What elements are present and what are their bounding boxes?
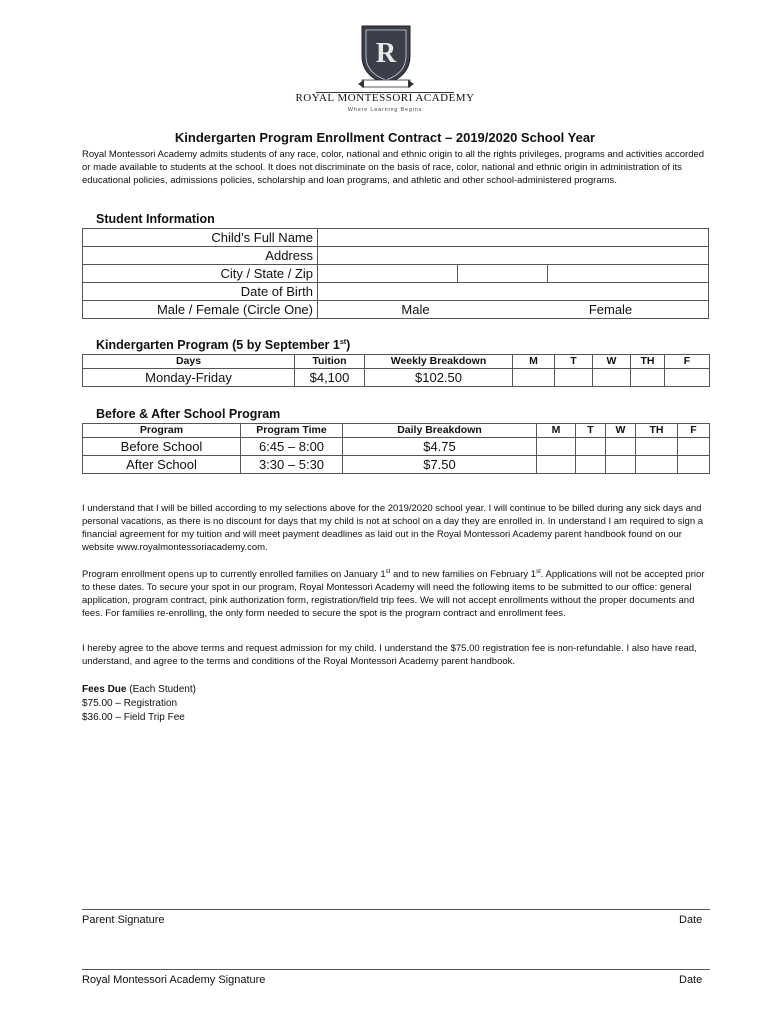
female-option[interactable]: Female: [588, 302, 633, 317]
table-row: [83, 229, 709, 247]
student-info-table: [82, 228, 709, 319]
table-row: [83, 301, 709, 319]
brand-name: ROYAL MONTESSORI ACADEMY: [295, 92, 475, 104]
fees-block: [82, 683, 196, 725]
before-w-box[interactable]: [606, 438, 636, 456]
col-program: Program: [83, 424, 241, 438]
before-daily: $4.75: [343, 438, 537, 456]
fees-label: Fees Due: [82, 684, 127, 695]
col-t: T: [555, 355, 593, 369]
child-name-field[interactable]: [318, 229, 709, 247]
col-f: F: [678, 424, 710, 438]
col-th: TH: [636, 424, 678, 438]
dob-label: Date of Birth: [83, 283, 318, 301]
state-field[interactable]: [458, 265, 548, 283]
billing-paragraph: I understand that I will be billed according to my selections above for the 2019/2020 school year. I will continue to be billed during any sick days and personal vacations, as there is no discount for days that my child is not at school on a day they are enrolled in. In understand I am required to sign a financial agreement for my tuition and will meet payment deadlines as laid out in the Royal Montessori Academy parent handbook found on our website www.royalmontessoriacademy.com.: [82, 503, 704, 553]
col-f: F: [665, 355, 710, 369]
col-weekly: Weekly Breakdown: [365, 355, 513, 369]
academy-signature-label: Royal Montessori Academy Signature: [82, 974, 266, 986]
before-m-box[interactable]: [537, 438, 576, 456]
col-daily: Daily Breakdown: [343, 424, 537, 438]
brand-tagline: Where Learning Begins: [347, 107, 423, 113]
after-th-box[interactable]: [636, 456, 678, 474]
table-row: [83, 369, 710, 387]
before-after-title: Before & After School Program: [96, 407, 281, 421]
academy-date-label: Date: [679, 974, 703, 986]
student-info-title: Student Information: [96, 212, 215, 226]
male-option[interactable]: Male: [401, 302, 430, 317]
parent-date-label: Date: [679, 914, 703, 926]
gender-field[interactable]: [318, 301, 709, 319]
k-tuition: $4,100: [295, 369, 365, 387]
before-after-table: [82, 423, 710, 474]
table-row: [83, 265, 709, 283]
fees-heading: [82, 683, 196, 697]
enrollment-sup-1: st: [385, 569, 391, 575]
after-w-box[interactable]: [606, 456, 636, 474]
after-f-box[interactable]: [678, 456, 710, 474]
before-th-box[interactable]: [636, 438, 678, 456]
parent-signature-line[interactable]: [82, 909, 710, 910]
kindergarten-title-sup: st: [339, 338, 347, 346]
before-time: 6:45 – 8:00: [241, 438, 343, 456]
fees-label-note: (Each Student): [126, 684, 196, 695]
kindergarten-title: [96, 338, 350, 352]
gender-label: Male / Female (Circle One): [83, 301, 318, 319]
address-field[interactable]: [318, 247, 709, 265]
city-state-zip-label: City / State / Zip: [83, 265, 318, 283]
col-program-time: Program Time: [241, 424, 343, 438]
svg-text:R: R: [375, 38, 397, 69]
col-m: M: [537, 424, 576, 438]
child-name-label: Child’s Full Name: [83, 229, 318, 247]
after-program: After School: [83, 456, 241, 474]
col-t: T: [576, 424, 606, 438]
k-days: Monday-Friday: [83, 369, 295, 387]
crest-shield-icon: [356, 22, 416, 94]
col-th: TH: [631, 355, 665, 369]
zip-field[interactable]: [548, 265, 709, 283]
before-program: Before School: [83, 438, 241, 456]
enrollment-text-a: Program enrollment opens up to currently enrolled families on January 1: [82, 569, 386, 581]
agreement-paragraph: I hereby agree to the above terms and request admission for my child. I understand the $75.00 registration fee is non-refundable. I also have read, understand, and agree to the terms and conditions of the Royal Montessori Academy parent handbook.: [82, 643, 697, 667]
col-w: W: [606, 424, 636, 438]
academy-signature-line[interactable]: [82, 969, 710, 970]
after-time: 3:30 – 5:30: [241, 456, 343, 474]
col-w: W: [593, 355, 631, 369]
table-row: [83, 283, 709, 301]
col-tuition: Tuition: [295, 355, 365, 369]
after-t-box[interactable]: [576, 456, 606, 474]
kindergarten-title-text: Kindergarten Program (5 by September 1: [96, 338, 340, 352]
kindergarten-title-end: ): [346, 338, 351, 352]
city-field[interactable]: [318, 265, 458, 283]
fee-field-trip: $36.00 – Field Trip Fee: [82, 712, 185, 723]
address-label: Address: [83, 247, 318, 265]
k-f-box[interactable]: [665, 369, 710, 387]
enrollment-text-c: . Applications will not be accepted prior to these dates. To secure your spot in our program, Royal Montessori Academy will need the following items to be submitted to our office: general application, program contract, pink authorization form, registration/field trip fees. We will not accept enrollments without the proper documents and fees. For families re-enrolling, the only form needed to secure the spot is the program contract and enrollment fees.: [82, 569, 705, 620]
intro-paragraph: Royal Montessori Academy admits students of any race, color, national and ethnic origin to all the rights privileges, programs and activities accorded or made available to students at the school. It does not discriminate on the basis of race, color, national and ethnic origin in administration of its educational policies, admissions policies, scholarship and loan programs, and athletic and other school-administered programs.: [82, 149, 705, 186]
k-th-box[interactable]: [631, 369, 665, 387]
before-f-box[interactable]: [678, 438, 710, 456]
table-row: [83, 456, 710, 474]
table-row: [83, 438, 710, 456]
k-w-box[interactable]: [593, 369, 631, 387]
enrollment-sup-2: st: [536, 569, 541, 575]
col-days: Days: [83, 355, 295, 369]
enrollment-paragraph: [82, 566, 710, 620]
fee-registration: $75.00 – Registration: [82, 698, 178, 709]
before-t-box[interactable]: [576, 438, 606, 456]
col-m: M: [513, 355, 555, 369]
kindergarten-table: [82, 354, 710, 387]
table-row: [83, 247, 709, 265]
parent-signature-label: Parent Signature: [82, 914, 165, 926]
after-daily: $7.50: [343, 456, 537, 474]
table-header-row: [83, 355, 710, 369]
k-t-box[interactable]: [555, 369, 593, 387]
document-title: Kindergarten Program Enrollment Contract – 2019/2020 School Year: [174, 130, 596, 145]
dob-field[interactable]: [318, 283, 709, 301]
k-weekly: $102.50: [365, 369, 513, 387]
after-m-box[interactable]: [537, 456, 576, 474]
enrollment-text-b: and to new families on February 1: [390, 569, 537, 581]
k-m-box[interactable]: [513, 369, 555, 387]
table-header-row: [83, 424, 710, 438]
